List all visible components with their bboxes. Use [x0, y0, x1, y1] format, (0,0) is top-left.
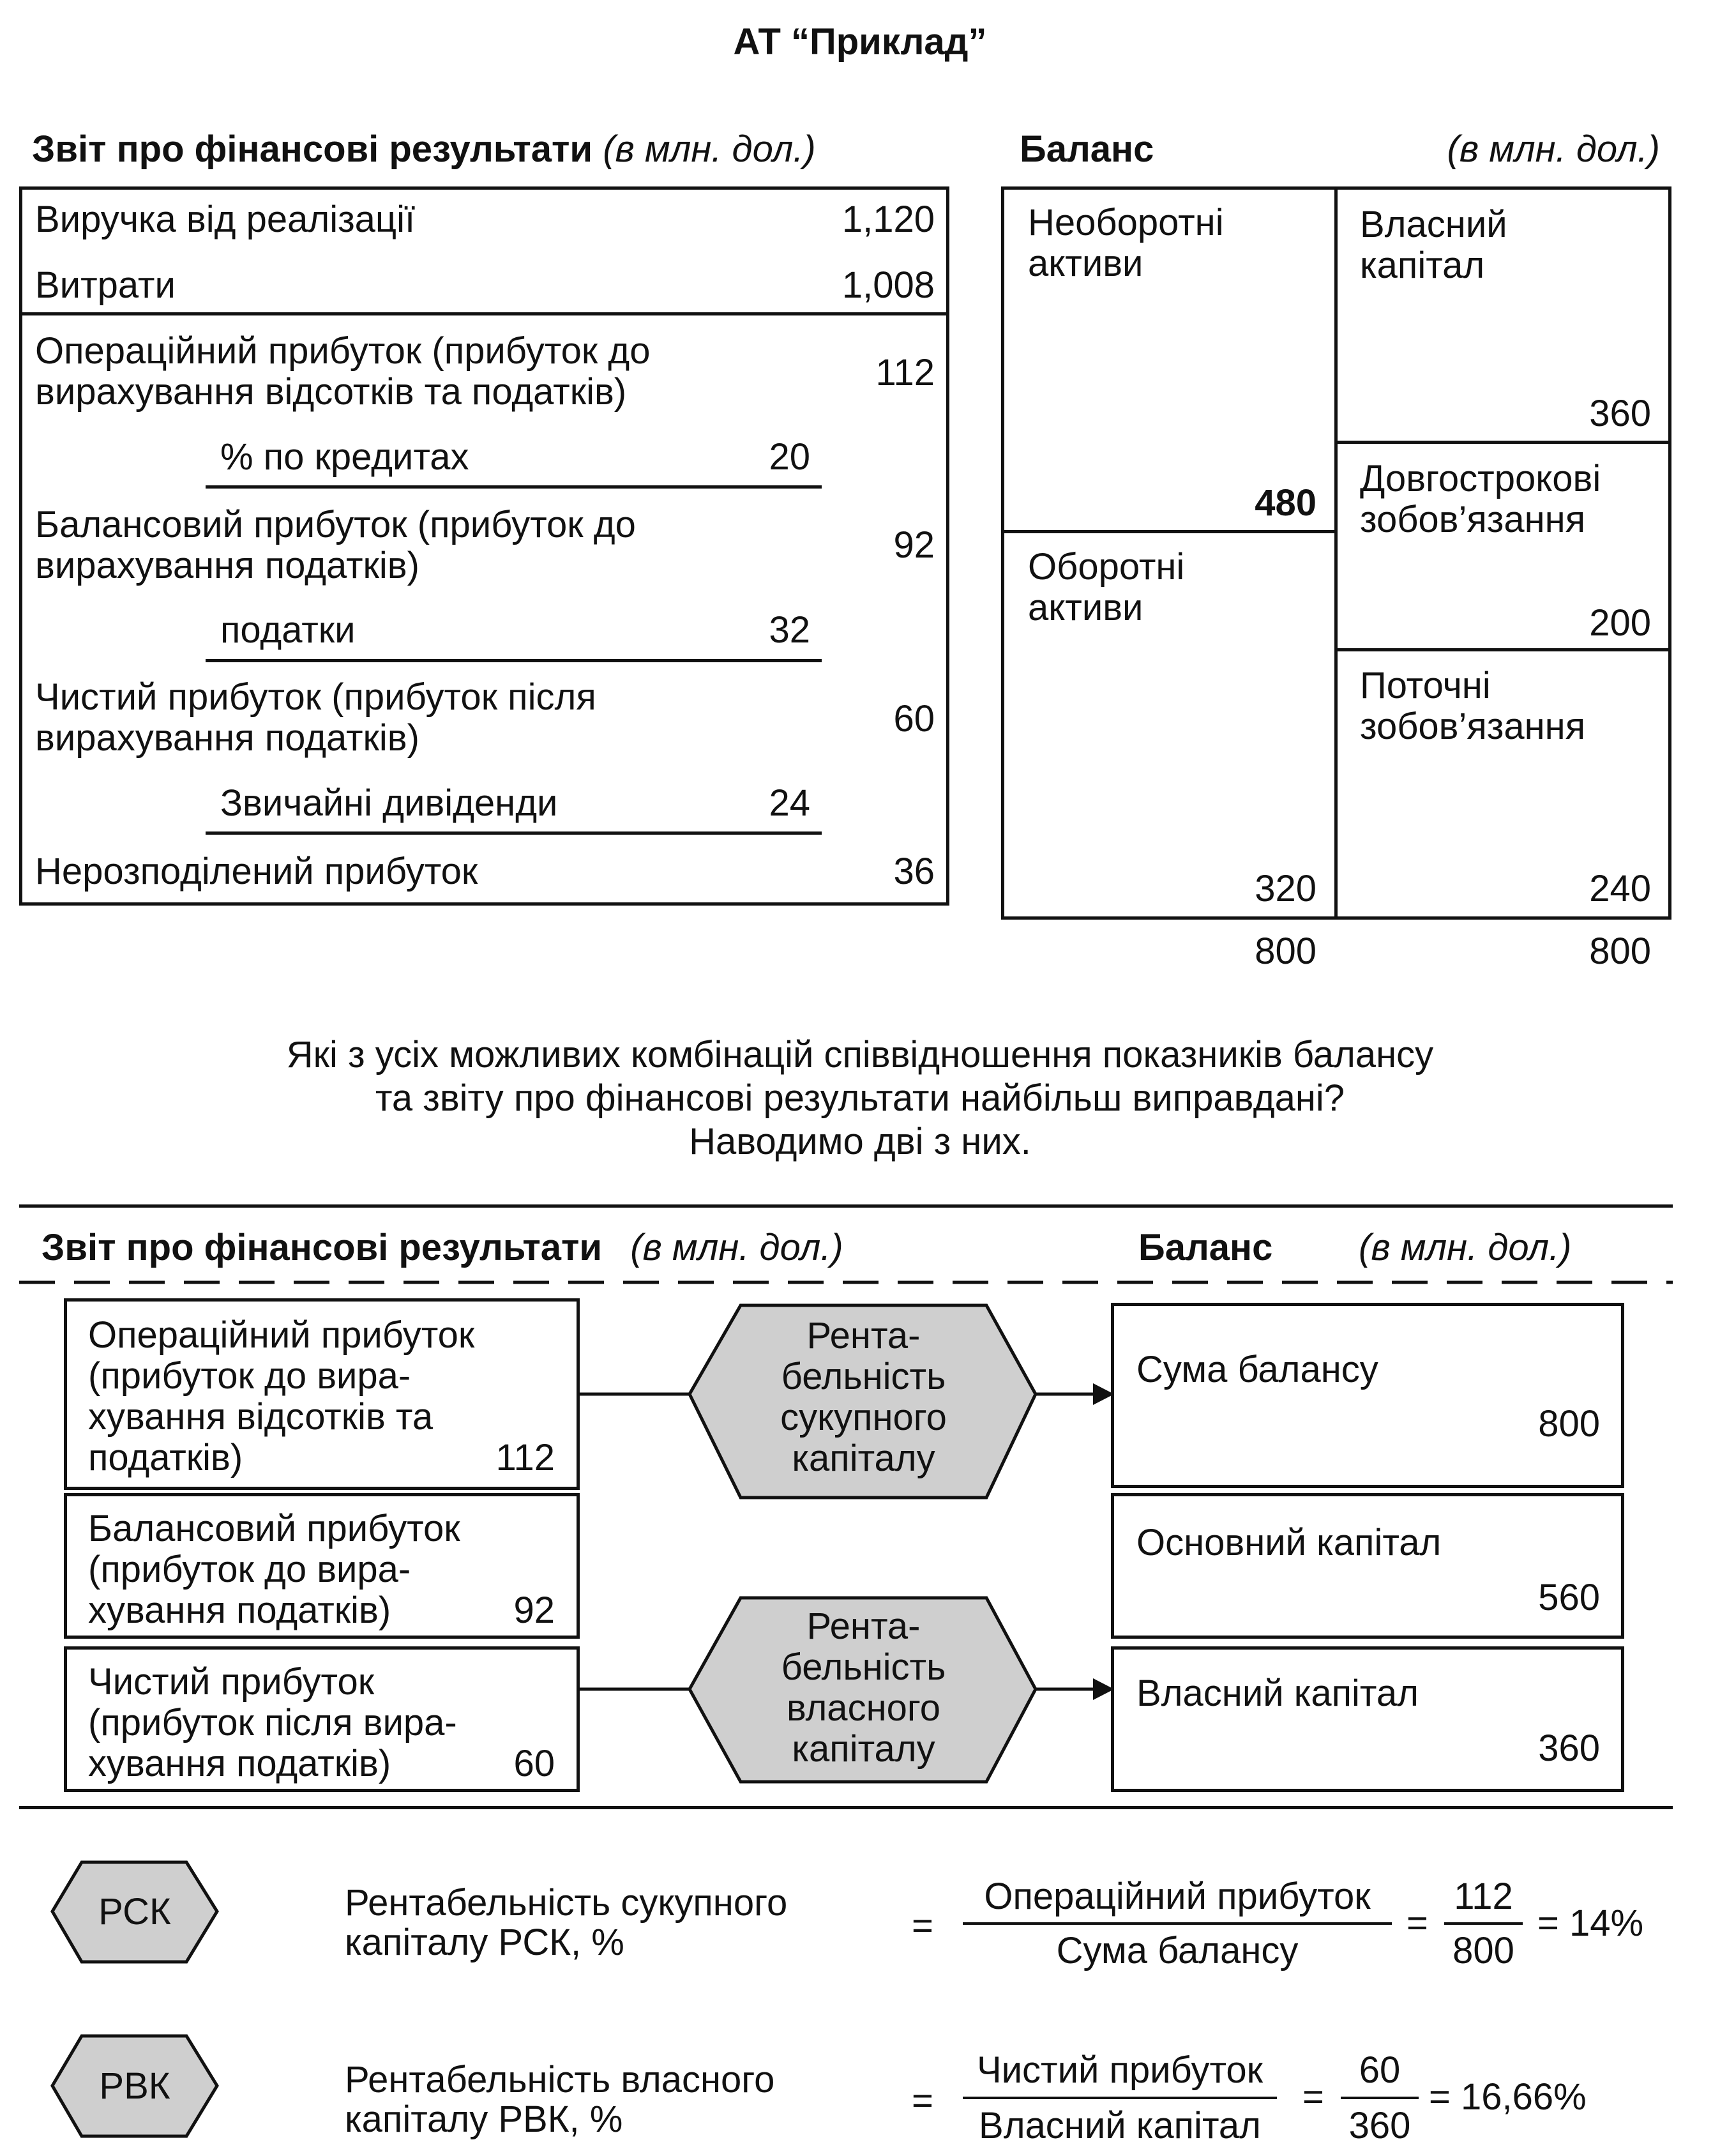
balance-heading: Баланс: [1020, 128, 1154, 170]
diagram-net-income-line3: хування податків): [88, 1743, 391, 1784]
current-assets-label-line1: Оборотні: [1028, 546, 1185, 588]
income-units: (в млн. дол.): [603, 128, 816, 170]
diagram-income-units: (в млн. дол.): [630, 1227, 843, 1268]
rvk-numerator: Чистий прибуток: [976, 2049, 1264, 2091]
roa-hex-line2: бельність: [781, 1356, 946, 1397]
interest-label: % по кредитах: [220, 436, 469, 478]
page-title: АТ “Приклад”: [733, 21, 987, 63]
dividends-value: 24: [769, 782, 810, 824]
expenses-value: 1,008: [841, 264, 935, 306]
longterm-liabilities-label-line2: зобов’язання: [1360, 499, 1586, 540]
current-liabilities-label-line1: Поточні: [1360, 665, 1491, 706]
rsk-result: = 14%: [1537, 1902, 1644, 1944]
equity-label-line2: капітал: [1360, 245, 1485, 286]
ebt-label-line1: Балансовий прибуток (прибуток до: [35, 504, 636, 545]
total-liabilities-value: 800: [1589, 930, 1651, 972]
diagram-fixed-capital-value: 560: [1538, 1577, 1600, 1618]
expenses-label: Витрати: [35, 264, 176, 306]
rsk-equals-2: =: [1407, 1902, 1428, 1944]
longterm-liabilities-label-line1: Довгострокові: [1360, 458, 1601, 499]
ebit-label-line2: вирахування відсотків та податків): [35, 371, 627, 413]
diagram-equity-label: Власний капітал: [1136, 1673, 1419, 1714]
current-liabilities-value: 240: [1589, 868, 1651, 909]
net-income-value: 60: [893, 698, 935, 740]
equity-value: 360: [1589, 393, 1651, 434]
rsk-desc-line2: капіталу РСК, %: [345, 1922, 624, 1963]
diagram-ebit-value: 112: [495, 1437, 555, 1478]
roe-hex-line1: Рента-: [806, 1606, 921, 1647]
taxes-label: податки: [220, 609, 356, 651]
rvk-result: = 16,66%: [1429, 2076, 1587, 2118]
diagram-ebt-line2: (прибуток до вира-: [88, 1549, 411, 1590]
diagram-ebt-line1: Балансовий прибуток: [88, 1508, 460, 1549]
diagram-balance-heading: Баланс: [1138, 1227, 1273, 1268]
rvk-desc-line1: Рентабельність власного: [345, 2059, 775, 2100]
roe-hex-line2: бельність: [781, 1646, 946, 1688]
diagram-fixed-capital-label: Основний капітал: [1136, 1522, 1442, 1563]
taxes-value: 32: [769, 609, 810, 651]
current-assets-label-line2: активи: [1028, 587, 1143, 628]
diagram-total-balance-box: [1111, 1303, 1624, 1488]
retained-earnings-value: 36: [893, 851, 935, 892]
ebt-label-line2: вирахування податків): [35, 545, 419, 586]
balance-units: (в млн. дол.): [1447, 128, 1660, 170]
ebt-value: 92: [893, 524, 935, 566]
noncurrent-assets-label-line2: активи: [1028, 243, 1143, 284]
dividends-label: Звичайні дивіденди: [220, 782, 558, 824]
rsk-equals: =: [912, 1905, 933, 1947]
roa-hex-line1: Рента-: [806, 1315, 921, 1356]
noncurrent-assets-value: 480: [1255, 482, 1316, 524]
diagram-ebt-line3: хування податків): [88, 1590, 391, 1631]
rsk-badge-label: РСК: [98, 1891, 171, 1932]
current-assets-value: 320: [1255, 868, 1316, 909]
rvk-badge-label: РВК: [99, 2065, 170, 2107]
roa-hex-line3: сукупного: [780, 1397, 947, 1438]
rsk-denominator: Сума балансу: [1056, 1930, 1299, 1971]
ebit-value: 112: [875, 352, 935, 393]
diagram-equity-value: 360: [1538, 1727, 1600, 1769]
retained-earnings-label: Нерозподілений прибуток: [35, 851, 478, 892]
longterm-liabilities-value: 200: [1589, 602, 1651, 644]
revenue-label: Виручка від реалізації: [35, 199, 416, 240]
diagram-net-income-line2: (прибуток після вира-: [88, 1702, 457, 1743]
question-line3: Наводимо дві з них.: [689, 1121, 1031, 1162]
diagram-ebit-line3: хування відсотків та: [88, 1396, 434, 1438]
current-liabilities-label-line2: зобов’язання: [1360, 706, 1586, 747]
total-assets-value: 800: [1255, 930, 1316, 972]
rsk-numerator: Операційний прибуток: [984, 1876, 1371, 1917]
rvk-equals: =: [912, 2080, 933, 2122]
rvk-numerator-value: 60: [1359, 2049, 1401, 2091]
diagram-net-income-value: 60: [513, 1743, 555, 1784]
rsk-numerator-value: 112: [1454, 1876, 1513, 1917]
rsk-denominator-value: 800: [1452, 1930, 1514, 1971]
net-income-label-line1: Чистий прибуток (прибуток після: [35, 676, 596, 718]
diagram-ebit-line2: (прибуток до вира-: [88, 1355, 411, 1397]
roe-hex-line4: капіталу: [792, 1728, 935, 1770]
diagram-ebit-line1: Операційний прибуток: [88, 1314, 475, 1356]
diagram-ebt-value: 92: [513, 1590, 555, 1631]
interest-value: 20: [769, 436, 810, 478]
diagram-equity-box: [1111, 1646, 1624, 1792]
income-heading-text: Звіт про фінансові результати: [32, 128, 593, 170]
roa-hex-line4: капіталу: [792, 1438, 935, 1479]
ebit-label-line1: Операційний прибуток (прибуток до: [35, 330, 651, 372]
diagram-total-balance-label: Сума балансу: [1136, 1349, 1378, 1390]
revenue-value: 1,120: [841, 199, 935, 240]
rvk-desc-line2: капіталу РВК, %: [345, 2099, 623, 2140]
diagram-income-heading-text: Звіт про фінансові результати: [41, 1227, 603, 1268]
question-line1: Які з усіх можливих комбінацій співвідношення показників балансу: [286, 1034, 1434, 1075]
roe-hex-line3: власного: [786, 1687, 940, 1729]
rvk-denominator-value: 360: [1348, 2105, 1411, 2146]
rvk-denominator: Власний капітал: [979, 2105, 1261, 2146]
rsk-desc-line1: Рентабельність сукупного: [345, 1882, 788, 1924]
net-income-label-line2: вирахування податків): [35, 717, 419, 759]
diagram-balance-units: (в млн. дол.): [1359, 1227, 1572, 1268]
question-line2: та звіту про фінансові результати найбільш виправдані?: [375, 1077, 1345, 1119]
equity-label-line1: Власний: [1360, 204, 1507, 245]
diagram-total-balance-value: 800: [1538, 1403, 1600, 1445]
noncurrent-assets-label-line1: Необоротні: [1028, 202, 1224, 243]
diagram-ebit-line4: податків): [88, 1437, 243, 1478]
rvk-equals-2: =: [1302, 2076, 1324, 2118]
diagram-net-income-line1: Чистий прибуток: [88, 1661, 375, 1703]
